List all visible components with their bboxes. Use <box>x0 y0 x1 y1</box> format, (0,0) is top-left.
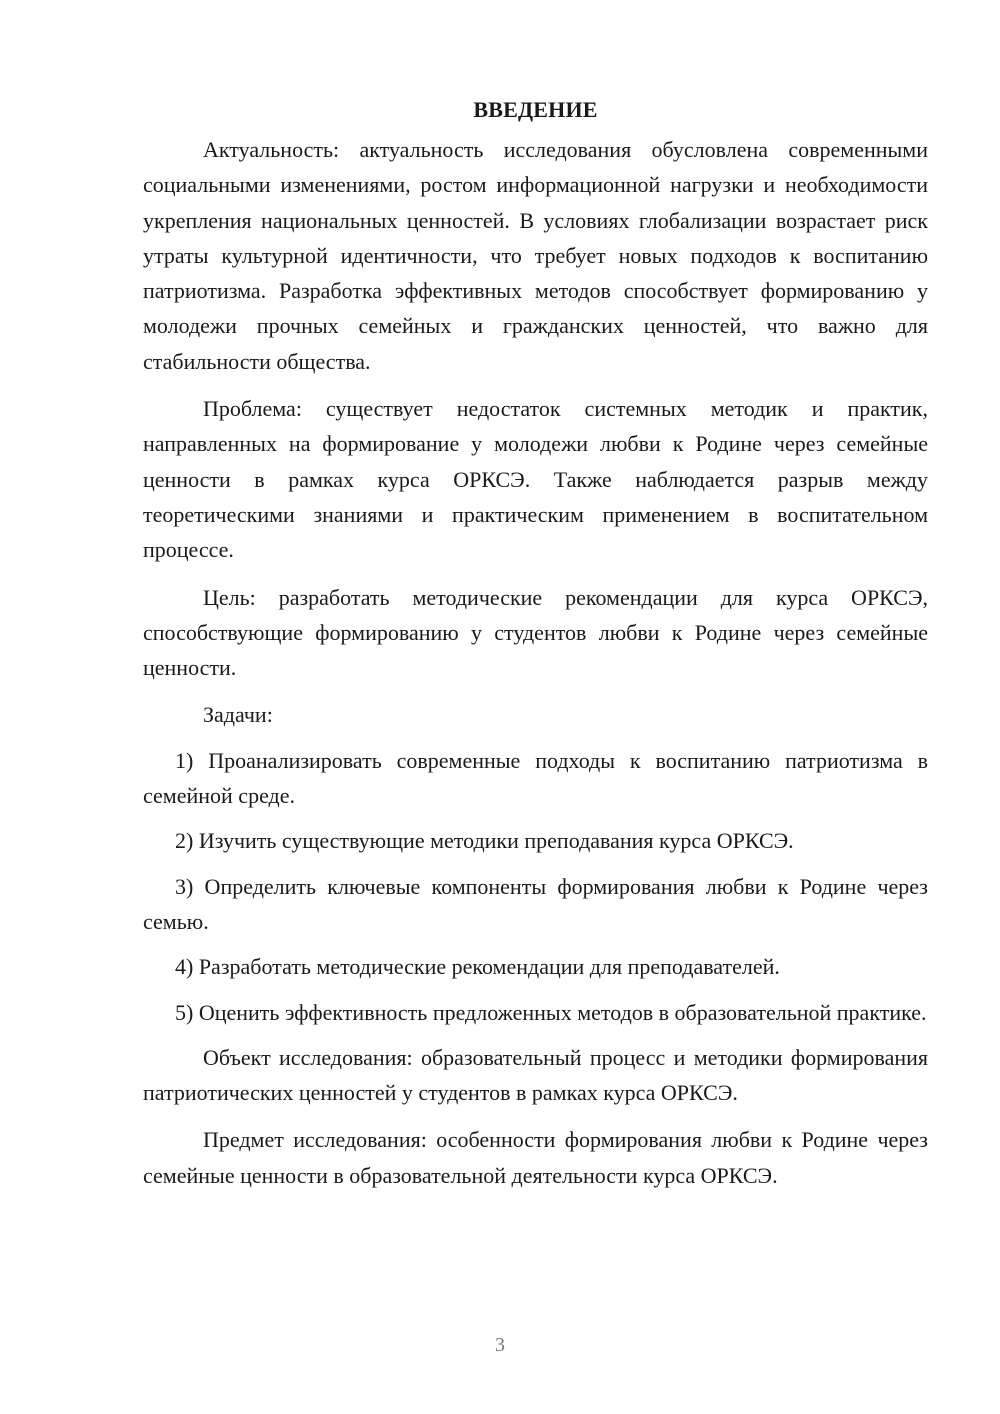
task-item-5: 5) Оценить эффективность предложенных методов в образовательной практике. <box>175 999 927 1025</box>
page-number: 3 <box>495 1334 505 1356</box>
task-item-1: 1) Проанализировать современные подходы к воспитанию патриотизма в семейной среде. <box>143 747 928 809</box>
task-item-2: 2) Изучить существующие методики преподавания курса ОРКСЭ. <box>175 828 794 854</box>
task-list <box>143 743 928 1030</box>
section-title: ВВЕДЕНИЕ <box>473 97 598 122</box>
paragraph-goal: Цель: разработать методические рекомендации для курса ОРКСЭ, способствующие формированию у студентов любви к Родине через семейные ценности. <box>143 584 928 681</box>
document-page <box>143 92 928 1205</box>
paragraph-subject: Предмет исследования: особенности формирования любви к Родине через семейные ценности в образовательной деятельности курса ОРКСЭ. <box>143 1127 928 1188</box>
task-item-3: 3) Определить ключевые компоненты формирования любви к Родине через семью. <box>143 873 928 934</box>
tasks-heading: Задачи: <box>203 702 273 728</box>
task-item-4: 4) Разработать методические рекомендации для преподавателей. <box>175 954 780 980</box>
paragraph-object: Объект исследования: образовательный процесс и методики формирования патриотических ценностей у студентов в рамках курса ОРКСЭ. <box>143 1044 928 1106</box>
paragraph-relevance: Актуальность: актуальность исследования обусловлена современными социальными изменениями, ростом информационной нагрузки и необходимости укрепления национальных ценностей. В условиях глобализации возрастает риск утраты культурной идентичности, что требует новых подходов к воспитанию патриотизма. Разработка эффективных методов способствует формированию у молодежи прочных семейных и гражданских ценностей, что важно для стабильности общества. <box>143 137 928 374</box>
paragraph-problem: Проблема: существует недостаток системных методик и практик, направленных на формирование у молодежи любви к Родине через семейные ценности в рамках курса ОРКСЭ. Также наблюдается разрыв между теоретическими знаниями и практическим применением в воспитательном процессе. <box>143 396 928 563</box>
